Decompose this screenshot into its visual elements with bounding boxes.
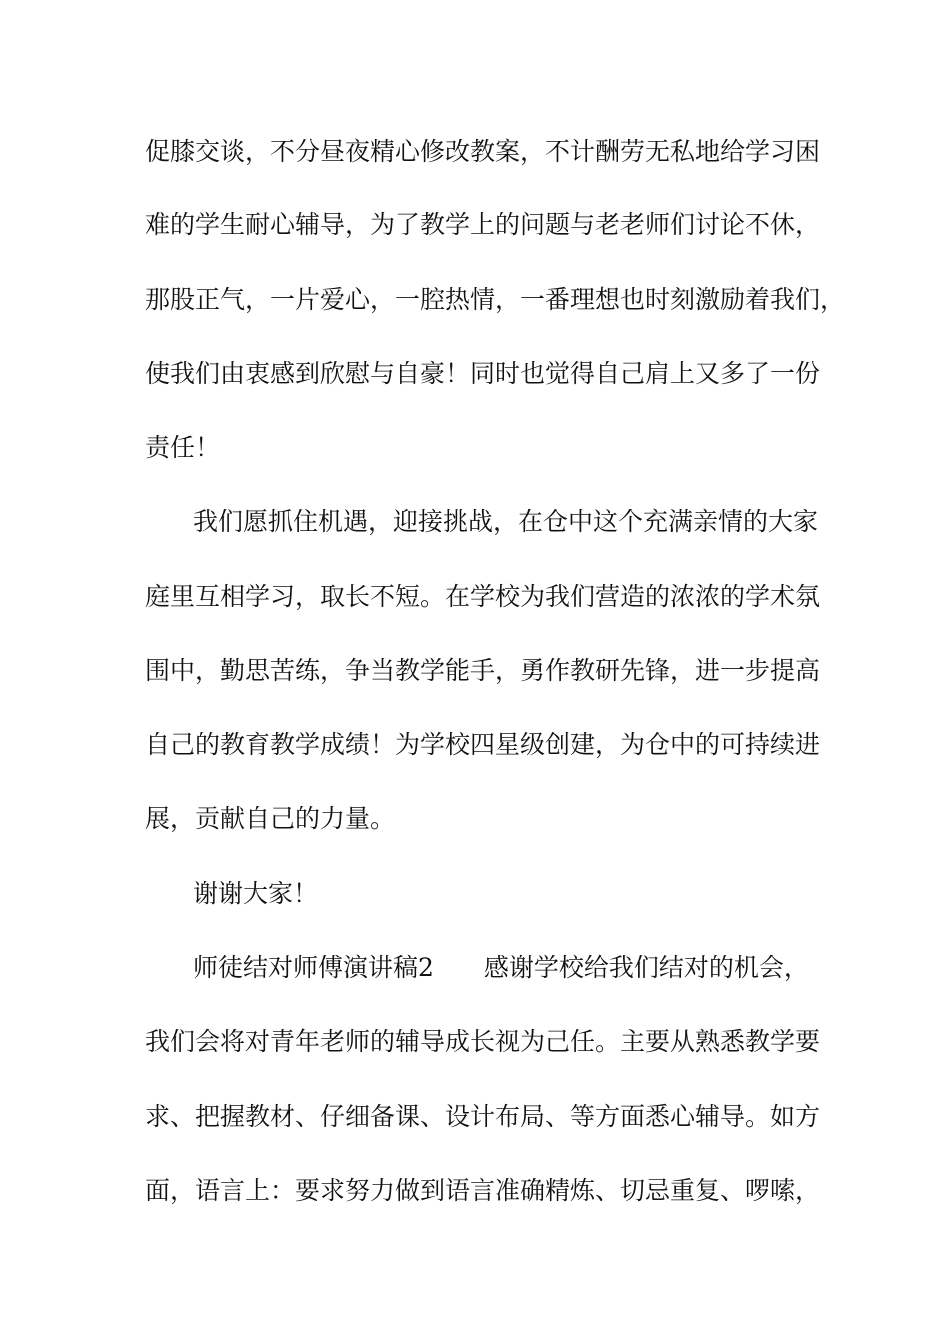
text-line: 庭里互相学习，取长不短。在学校为我们营造的浓浓的学术氛 [145,582,821,611]
text-line: 我们会将对青年老师的辅导成长视为己任。主要从熟悉教学要 [145,1027,821,1056]
text-line: 求、把握教材、仔细备课、设计布局、等方面悉心辅导。如方 [145,1102,821,1131]
text-line: 围中，勤思苦练，争当教学能手，勇作教研先锋，进一步提高 [145,656,821,685]
text-line: 那股正气，一片爱心，一腔热情，一番理想也时刻激励着我们， [145,285,846,314]
text-line: 面，语言上：要求努力做到语言准确精炼、切忌重复、啰嗦， [145,1176,821,1205]
text-line: 难的学生耐心辅导，为了教学上的问题与老老师们讨论不休， [145,210,821,239]
text-line: 我们愿抓住机遇，迎接挑战，在仓中这个充满亲情的大家 [193,507,819,536]
text-segment: 感谢学校给我们结对的机会， [483,953,809,982]
section-heading: 师徒结对师傅演讲稿2 [193,953,434,982]
text-line: 使我们由衷感到欣慰与自豪！同时也觉得自己肩上又多了一份 [145,359,821,388]
text-line: 展，贡献自己的力量。 [145,804,396,833]
text-line: 促膝交谈，不分昼夜精心修改教案，不计酬劳无私地给学习困 [145,137,821,166]
text-line: 谢谢大家！ [193,879,319,908]
text-line: 自己的教育教学成绩！为学校四星级创建，为仓中的可持续进 [145,730,821,759]
text-line [193,952,809,984]
text-line: 责任！ [145,433,221,462]
